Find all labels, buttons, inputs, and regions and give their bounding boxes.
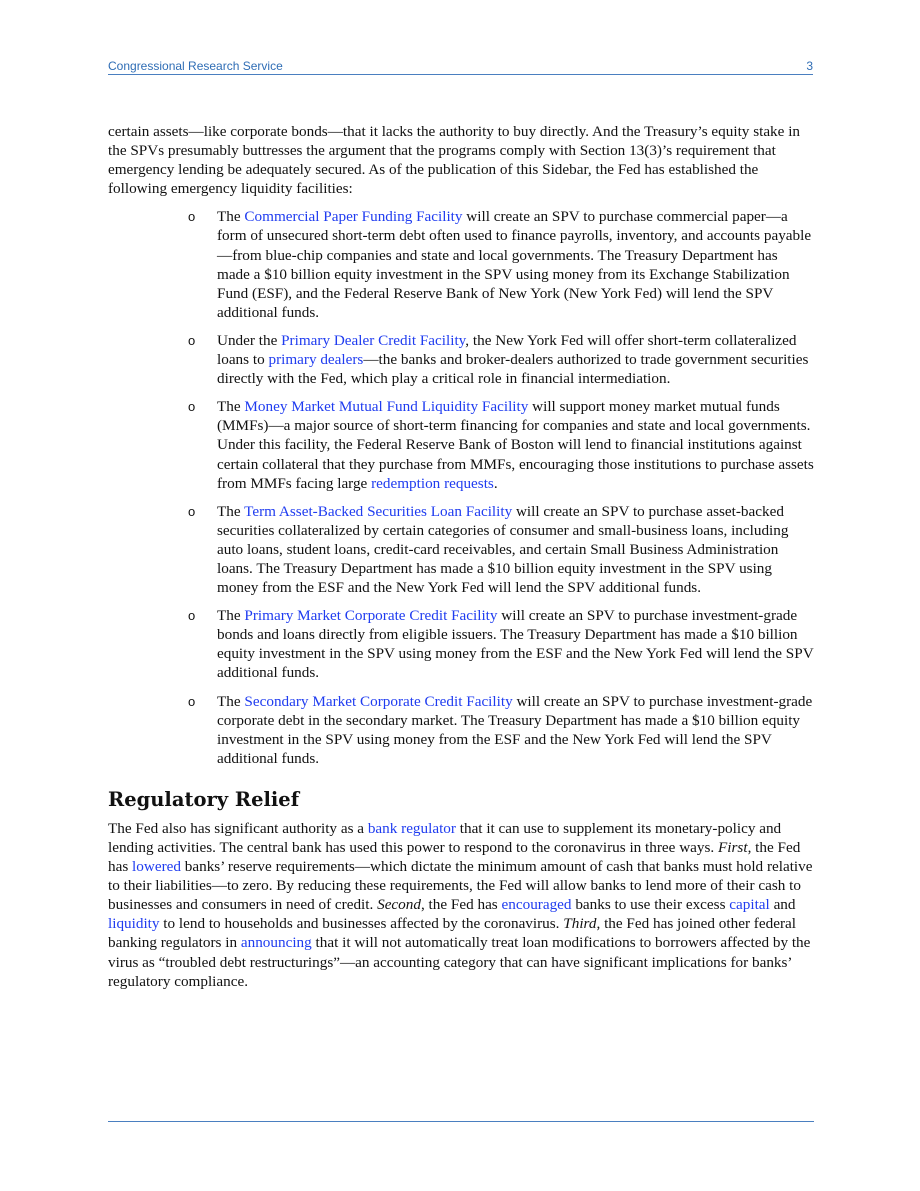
facility-list <box>108 207 814 768</box>
list-item: o The Primary Market Corporate Credit Facility will create an SPV to purchase investment-grade bonds and loans directly from eligible issuers. The Treasury Department has made a $10 billion equity investment in the SPV using money from the ESF and the New York Fed will lend the SPV additional funds. <box>188 607 814 682</box>
bullet-marker: o <box>188 608 196 624</box>
link-redemption-requests[interactable]: redemption requests <box>371 474 494 492</box>
link-lowered[interactable]: lowered <box>132 858 181 876</box>
header-page-number: 3 <box>806 59 813 73</box>
link-primary-market-corporate-credit-facility[interactable]: Primary Market Corporate Credit Facility <box>244 607 498 625</box>
list-item: o The Money Market Mutual Fund Liquidity Facility will support money market mutual funds (MMFs)—a major source of short-term financing for companies and state and local governments. Under this facility, the Federal Reserve Bank of Boston will lend to financial institutions against certain collateral that they purchase from MMFs, encouraging those institutions to purchase assets from MMFs facing large redemption requests. <box>188 398 814 492</box>
header-organization: Congressional Research Service <box>108 59 283 73</box>
page-header <box>108 56 813 75</box>
emphasis-second: Second <box>377 896 421 914</box>
section-paragraph: The Fed also has significant authority as a bank regulator that it can use to supplement its monetary-policy and lending activities. The central bank has used this power to respond to the coronavirus in three ways. First, the Fed has lowered banks’ reserve requirements—which dictate the minimum amount of cash that banks must hold relative to their liabilities—to zero. By reducing these requirements, the Fed will allow banks to lend more of their cash to businesses and consumers in need of credit. Second, the Fed has encouraged banks to use their excess capital and liquidity to lend to households and businesses affected by the coronavirus. Third, the Fed has joined other federal banking regulators in announcing that it will not automatically treat loan modifications to borrowers affected by the virus as “troubled debt restructurings”—an accounting category that can have significant implications for banks’ regulatory compliance. <box>108 819 813 990</box>
bullet-marker: o <box>188 399 196 415</box>
link-money-market-mutual-fund-liquidity-facility[interactable]: Money Market Mutual Fund Liquidity Facility <box>244 398 529 416</box>
bullet-marker: o <box>188 209 196 225</box>
emphasis-first: First <box>718 839 748 856</box>
list-item: o Under the Primary Dealer Credit Facility, the New York Fed will offer short-term collateralized loans to primary dealers—the banks and broker-dealers authorized to trade government securities directly with the Fed, which play a critical role in financial intermediation. <box>188 331 809 388</box>
bullet-marker: o <box>188 332 196 348</box>
intro-paragraph: certain assets—like corporate bonds—that it lacks the authority to buy directly. And the Treasury’s equity stake in the SPVs presumably buttresses the argument that the programs comply with Section 13(3)’s requirement that emergency lending be adequately secured. As of the publication of this Sidebar, the Fed has established the following emergency liquidity facilities: <box>108 123 801 198</box>
section-heading: Regulatory Relief <box>108 787 300 811</box>
link-commercial-paper-funding-facility[interactable]: Commercial Paper Funding Facility <box>244 208 463 226</box>
link-encouraged[interactable]: encouraged <box>501 896 572 914</box>
footer-divider <box>108 1121 814 1122</box>
link-primary-dealers[interactable]: primary dealers <box>268 351 364 369</box>
link-term-asset-backed-securities-loan-facility[interactable]: Term Asset-Backed Securities Loan Facility <box>244 502 513 520</box>
list-item: o The Secondary Market Corporate Credit Facility will create an SPV to purchase investment-grade corporate debt in the secondary market. The Treasury Department has made a $10 billion equity investment in the SPV using money from the ESF and the New York Fed will lend the SPV additional funds. <box>188 692 813 767</box>
link-announcing[interactable]: announcing <box>240 934 312 952</box>
emphasis-third: Third <box>563 915 597 933</box>
document-body <box>108 122 814 991</box>
list-item: o The Commercial Paper Funding Facility will create an SPV to purchase commercial paper—a form of unsecured short-term debt often used to finance payrolls, inventory, and accounts payable—from blue-chip companies and state and local governments. The Treasury Department has made a $10 billion equity investment in the SPV using money from its Exchange Stabilization Fund (ESF), and the Federal Reserve Bank of New York (New York Fed) will lend the SPV additional funds. <box>188 208 812 321</box>
link-capital[interactable]: capital <box>729 896 770 914</box>
link-liquidity[interactable]: liquidity <box>108 915 160 933</box>
list-item: o The Term Asset-Backed Securities Loan Facility will create an SPV to purchase asset-backed securities collateralized by certain categories of consumer and small-business loans, including auto loans, student loans, credit-card receivables, and certain Small Business Administration loans. The Treasury Department has made a $10 billion equity investment in the SPV using money from the ESF and the New York Fed will lend the SPV additional funds. <box>188 502 789 597</box>
link-bank-regulator[interactable]: bank regulator <box>367 819 456 837</box>
link-secondary-market-corporate-credit-facility[interactable]: Secondary Market Corporate Credit Facility <box>244 692 513 710</box>
bullet-marker: o <box>188 693 196 709</box>
bullet-marker: o <box>188 503 196 519</box>
link-primary-dealer-credit-facility[interactable]: Primary Dealer Credit Facility <box>281 331 466 349</box>
